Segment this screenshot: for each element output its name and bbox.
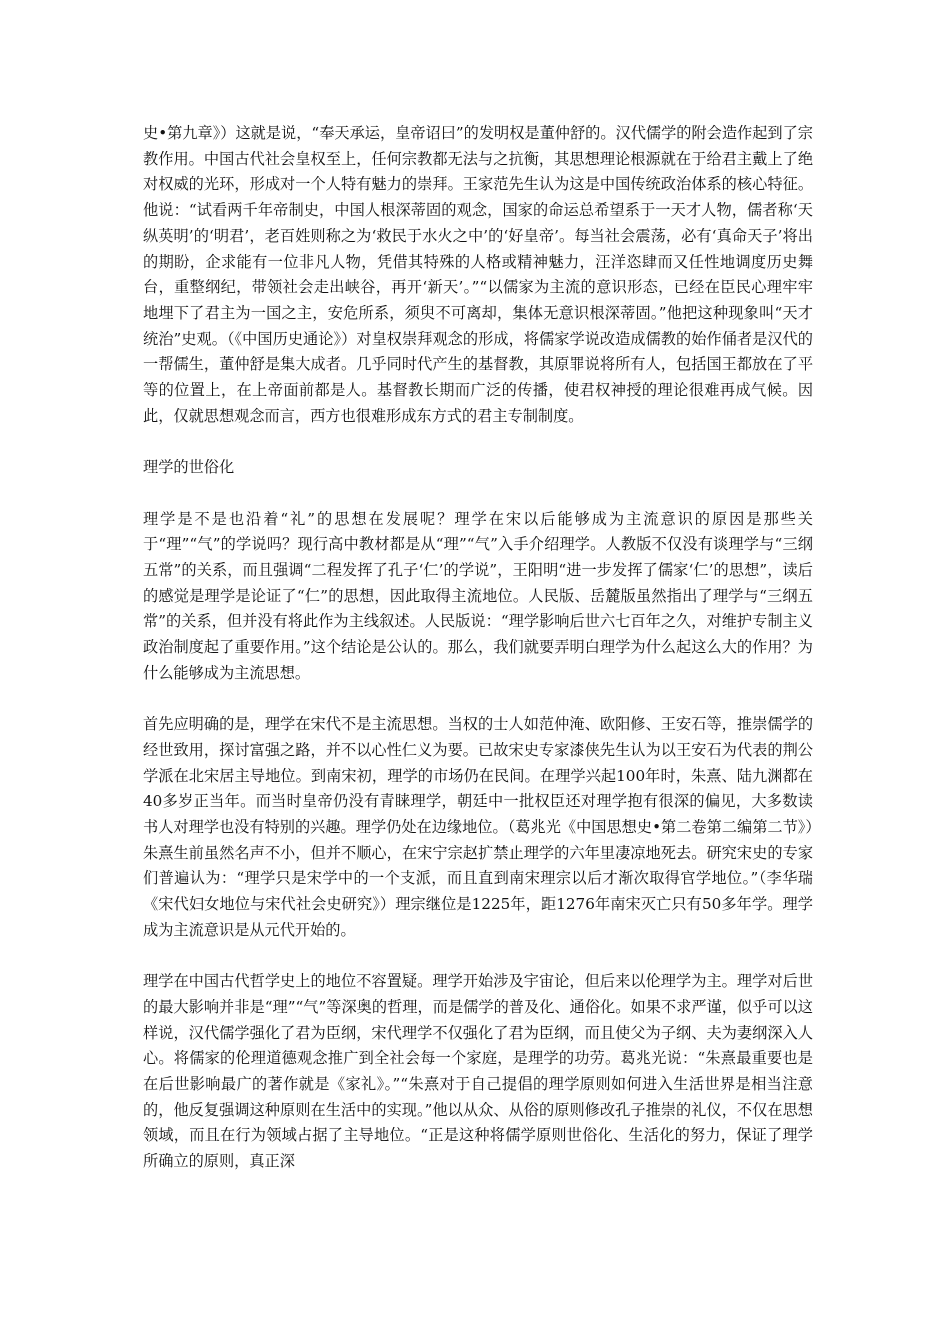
- document-page: [143, 121, 813, 1200]
- paragraph-lixue-intro: 理学是不是也沿着“礼”的思想在发展呢？理学在宋以后能够成为主流意识的原因是那些关于“理”“气”的学说吗？现行高中教材都是从“理”“气”入手介绍理学。人教版不仅没有谈理学与“三纲五常”的关系，而且强调“二程发挥了孔子‘仁’的学说”，王阳明“进一步发挥了儒家‘仁’的思想”，读后的感觉是理学是论证了“仁”的思想，因此取得主流地位。人民版、岳麓版虽然指出了理学与“三纲五常”的关系，但并没有将此作为主线叙述。人民版说：“理学影响后世六七百年之久，对维护专制主义政治制度起了重要作用。”这个结论是公认的。那么，我们就要弄明白理学为什么起这么大的作用？为什么能够成为主流思想。: [143, 509, 813, 682]
- paragraph-song-dynasty: 首先应明确的是，理学在宋代不是主流思想。当权的士人如范仲淹、欧阳修、王安石等，推崇儒学的经世致用，探讨富强之路，并不以心性仁义为要。已故宋史专家漆侠先生认为以王安石为代表的荆公学派在北宋居主导地位。到南宋初，理学的市场仍在民间。在理学兴起100年时，朱熹、陆九渊都在40多岁正当年。而当时皇帝仍没有青睐理学，朝廷中一批权臣还对理学抱有很深的偏见，大多数读书人对理学也没有特别的兴趣。理学仍处在边缘地位。（葛兆光《中国思想史•第二卷第二编第二节》）朱熹生前虽然名声不小，但并不顺心，在宋宁宗赵扩禁止理学的六年里凄凉地死去。研究宋史的专家们普遍认为：“理学只是宋学中的一个支派，而且直到南宋理宗以后才渐次取得官学地位。”（李华瑞《宋代妇女地位与宋代社会史研究》）理宗继位是1225年，距1276年南宋灭亡只有50多年学。理学成为主流意识是从元代开始的。: [143, 715, 813, 939]
- section-heading: 理学的世俗化: [143, 458, 235, 477]
- paragraph-lixue-status: 理学在中国古代哲学史上的地位不容置疑。理学开始涉及宇宙论，但后来以伦理学为主。理学对后世的最大影响并非是“理”“气”等深奥的哲理，而是儒学的普及化、通俗化。如果不求严谨，似乎可以这样说，汉代儒学强化了君为臣纲，宋代理学不仅强化了君为臣纲，而且使父为子纲、夫为妻纲深入人心。将儒家的伦理道德观念推广到全社会每一个家庭，是理学的功劳。葛兆光说：“朱熹最重要也是在后世影响最广的著作就是《家礼》。”“朱熹对于自己提倡的理学原则如何进入生活世界是相当注意的，他反复强调这种原则在生活中的实现。”他以从众、从俗的原则修改孔子推崇的礼仪，不仅在思想领域，而且在行为领域占据了主导地位。“正是这种将儒学原则世俗化、生活化的努力，保证了理学所确立的原则，真正深: [143, 972, 813, 1171]
- paragraph-dong-zhongshu: 史•第九章》）这就是说，“奉天承运，皇帝诏曰”的发明权是董仲舒的。汉代儒学的附会造作起到了宗教作用。中国古代社会皇权至上，任何宗教都无法与之抗衡，其思想理论根源就在于给君主戴上了绝对权威的光环，形成对一个人特有魅力的崇拜。王家范先生认为这是中国传统政治体系的核心特征。他说：“试看两千年帝制史，中国人根深蒂固的观念，国家的命运总希望系于一天才人物，儒者称‘天纵英明’的‘明君’，老百姓则称之为‘救民于水火之中’的‘好皇帝’。每当社会震荡，必有‘真命天子’将出的期盼，企求能有一位非凡人物，凭借其特殊的人格或精神魅力，汪洋恣肆而又任性地调度历史舞台，重整纲纪，带领社会走出峡谷，再开‘新天’。”“以儒家为主流的意识形态，已经在臣民心理牢牢地埋下了君主为一国之主，安危所系，须臾不可离却，集体无意识根深蒂固。”他把这种现象叫“天才统治”史观。（《中国历史通论》）对皇权崇拜观念的形成，将儒家学说改造成儒教的始作俑者是汉代的一帮儒生，董仲舒是集大成者。几乎同时代产生的基督教，其原罪说将所有人，包括国王都放在了平等的位置上，在上帝面前都是人。基督教长期而广泛的传播，使君权神授的理论很难再成气候。因此，仅就思想观念而言，西方也很难形成东方式的君主专制制度。: [143, 124, 813, 425]
